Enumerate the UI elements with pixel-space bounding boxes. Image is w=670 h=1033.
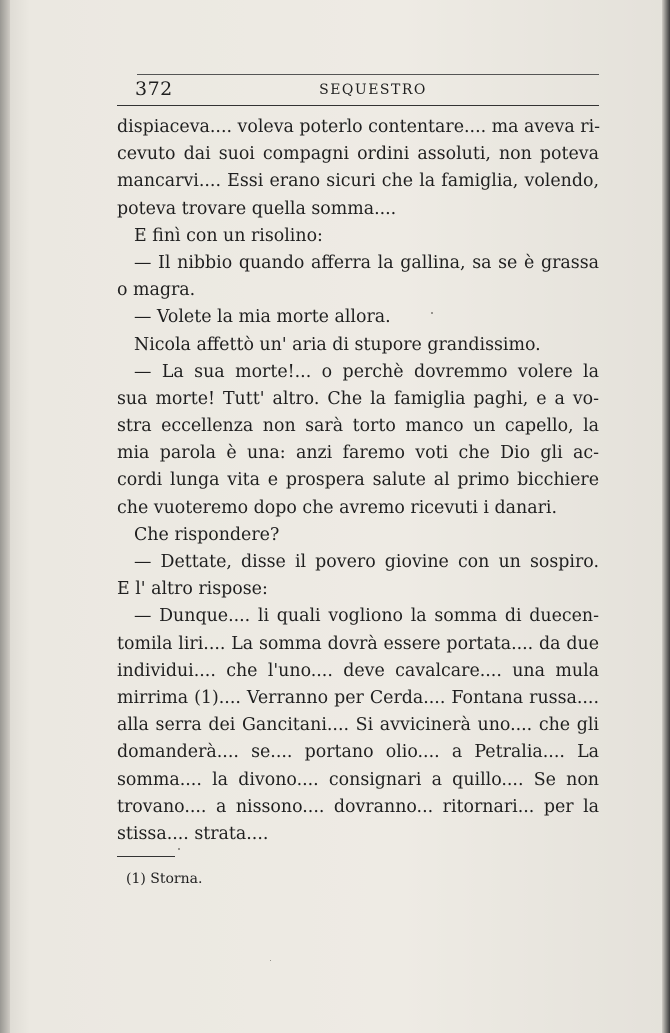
text-line: trovano.... a nissono.... dovranno... ritornari... per la bbox=[117, 796, 599, 817]
text-line: individui.... che l'uno.... deve cavalcare.... una mula bbox=[117, 660, 599, 681]
header-top-rule bbox=[137, 74, 599, 75]
body-text bbox=[117, 114, 599, 848]
text-line: — Dunque.... li quali vogliono la somma di duecen- bbox=[134, 606, 599, 627]
text-line: domanderà.... se.... portano olio.... a Petralia.... La bbox=[117, 742, 599, 763]
text-line: — Volete la mia morte allora. bbox=[134, 307, 391, 328]
text-line: dispiaceva.... voleva poterlo contentare.... ma aveva ri- bbox=[117, 117, 601, 137]
text-line: mirrima (1).... Verranno per Cerda.... Fontana russa.... bbox=[117, 687, 599, 708]
text-line: — Dettate, disse il povero giovine con un sospiro. bbox=[134, 552, 599, 572]
binding-shadow bbox=[0, 0, 10, 1033]
footnote-rule bbox=[117, 856, 175, 857]
running-head: SEQUESTRO bbox=[319, 82, 427, 98]
text-line: — Il nibbio quando afferra la gallina, sa se è grassa bbox=[134, 252, 599, 273]
text-line: — La sua morte!... o perchè dovremmo volere la bbox=[134, 361, 599, 382]
text-line: cevuto dai suoi compagni ordini assoluti, non poteva bbox=[117, 144, 599, 165]
text-line: Nicola affettò un' aria di stupore grandissimo. bbox=[134, 334, 541, 355]
text-line: mancarvi.... Essi erano sicuri che la famiglia, volendo, bbox=[117, 171, 599, 192]
page-header bbox=[117, 72, 599, 108]
paper-speck bbox=[270, 960, 271, 961]
text-line: che vuoteremo dopo che avremo ricevuti i danari. bbox=[117, 497, 557, 518]
text-line: stra eccellenza non sarà torto manco un capello, la bbox=[117, 416, 599, 437]
text-line: alla serra dei Gancitani.... Si avvicinerà uno.... che gli bbox=[117, 715, 599, 736]
paper-speck bbox=[178, 848, 180, 850]
page-number: 372 bbox=[135, 78, 173, 100]
text-line: poteva trovare quella somma.... bbox=[117, 198, 397, 219]
text-line: stissa.... strata.... bbox=[117, 823, 269, 844]
text-line: tomila liri.... La somma dovrà essere portata.... da due bbox=[117, 633, 599, 654]
text-line: E finì con un risolino: bbox=[134, 225, 323, 246]
paper-speck bbox=[431, 312, 433, 314]
footnote: (1) Storna. bbox=[126, 871, 203, 887]
text-line: mia parola è una: anzi faremo voti che Dio gli ac- bbox=[117, 443, 599, 464]
text-line: E l' altro rispose: bbox=[117, 579, 268, 600]
text-line: o magra. bbox=[117, 280, 196, 301]
text-line: somma.... la divono.... consignari a quillo.... Se non bbox=[117, 769, 599, 790]
text-line: Che rispondere? bbox=[134, 524, 280, 545]
page-edge bbox=[662, 0, 670, 1033]
text-line: cordi lunga vita e prospera salute al primo bicchiere bbox=[117, 470, 599, 491]
text-line: sua morte! Tutt' altro. Che la famiglia paghi, e a vo- bbox=[117, 388, 599, 409]
header-rule bbox=[117, 105, 599, 106]
